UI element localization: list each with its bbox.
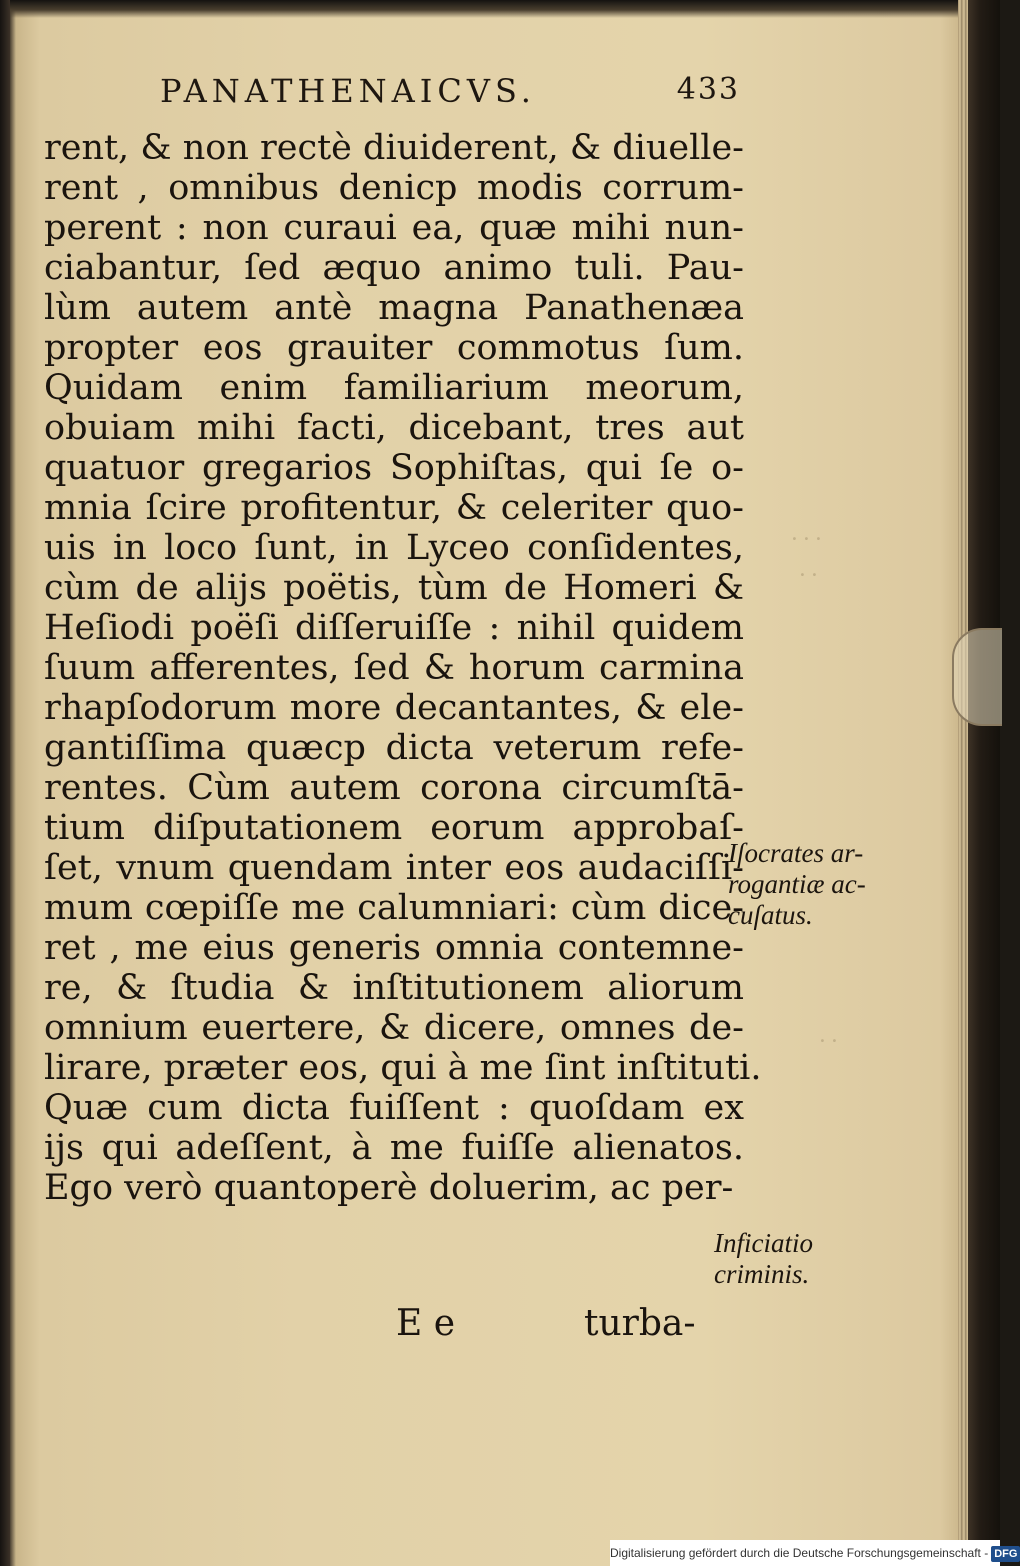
- text-line: ret , me eius generis omnia contemne-: [44, 928, 744, 968]
- text-line: rhapſodorum more decantantes, & ele-: [44, 688, 744, 728]
- catchline: [44, 1302, 744, 1346]
- marginal-note-accusation: [728, 838, 866, 931]
- text-line: cùm de alijs poëtis, tùm de Homeri &: [44, 568, 744, 608]
- marginal-note-line: Iſocrates ar-: [728, 838, 864, 868]
- text-line: Quæ cum dicta fuiſſent : quoſdam ex: [44, 1088, 744, 1128]
- body-text: [44, 128, 762, 1208]
- top-shadow: [0, 0, 1000, 18]
- marginal-note-line: criminis.: [714, 1259, 810, 1289]
- text-line: quatuor gregarios Sophiſtas, qui ſe o-: [44, 448, 744, 488]
- text-line: rent, & non rectè diuiderent, & diuelle-: [44, 128, 744, 168]
- text-line: uis in loco ſunt, in Lyceo conſidentes,: [44, 528, 744, 568]
- dfg-logo: DFG: [991, 1546, 1020, 1562]
- marginal-note-line: Inficiatio: [714, 1228, 813, 1258]
- thumb-tab-shape: [952, 628, 1002, 726]
- text-line: ſuum afferentes, ſed & horum carmina: [44, 648, 744, 688]
- text-line: ſet, vnum quendam inter eos audaciſſi-: [44, 848, 744, 888]
- digitization-banner: [610, 1540, 1018, 1566]
- marginal-note-line: cuſatus.: [728, 900, 813, 930]
- text-line: rent , omnibus denicp modis corrum-: [44, 168, 744, 208]
- text-line: mum cœpiſſe me calumniari: cùm dice-: [44, 888, 744, 928]
- text-line: rentes. Cùm autem corona circumſtā-: [44, 768, 744, 808]
- gutter-shadow: [0, 0, 10, 1566]
- text-line: re, & ſtudia & inſtitutionem aliorum: [44, 968, 744, 1008]
- page-header: [150, 72, 740, 122]
- show-through-text: . .: [800, 556, 818, 582]
- marginal-note-line: rogantiæ ac-: [728, 869, 866, 899]
- text-line: perent : non curaui ea, quæ mihi nun-: [44, 208, 744, 248]
- text-line: Quidam enim familiarium meorum,: [44, 368, 744, 408]
- funding-notice: Digitalisierung gefördert durch die Deutsche Forschungsgemeinschaft -: [610, 1546, 989, 1560]
- show-through-text: . .: [820, 1022, 838, 1048]
- book-cover-edge: [968, 0, 1000, 1540]
- text-line: propter eos grauiter commotus ſum.: [44, 328, 744, 368]
- text-line: Heſiodi poëſi diſſeruiſſe : nihil quidem: [44, 608, 744, 648]
- text-line: omnium euertere, & dicere, omnes de-: [44, 1008, 744, 1048]
- text-line: tium diſputationem eorum approbaſ-: [44, 808, 744, 848]
- text-line: gantiſſima quæcp dicta veterum refe-: [44, 728, 744, 768]
- page-edges: [958, 0, 968, 1566]
- text-line: lirare, præter eos, qui à me ſint inſtituti.: [44, 1048, 762, 1088]
- catchword: turba-: [584, 1303, 696, 1344]
- show-through-text: . . .: [792, 520, 822, 546]
- text-line: ciabantur, ſed æquo animo tuli. Pau-: [44, 248, 744, 288]
- text-line: obuiam mihi facti, dicebant, tres aut: [44, 408, 744, 448]
- text-line: ijs qui adeſſent, à me fuiſſe alienatos.: [44, 1128, 744, 1168]
- running-title: PANATHENAICVS.: [160, 72, 536, 110]
- text-line: mnia ſcire profitentur, & celeriter quo-: [44, 488, 744, 528]
- page-number: 433: [676, 72, 740, 107]
- text-line: lùm autem antè magna Panathenæa: [44, 288, 744, 328]
- signature-mark: E e: [396, 1303, 456, 1344]
- text-line: Ego verò quantoperè doluerim, ac per-: [44, 1168, 734, 1208]
- marginal-note-denial: [714, 1228, 813, 1290]
